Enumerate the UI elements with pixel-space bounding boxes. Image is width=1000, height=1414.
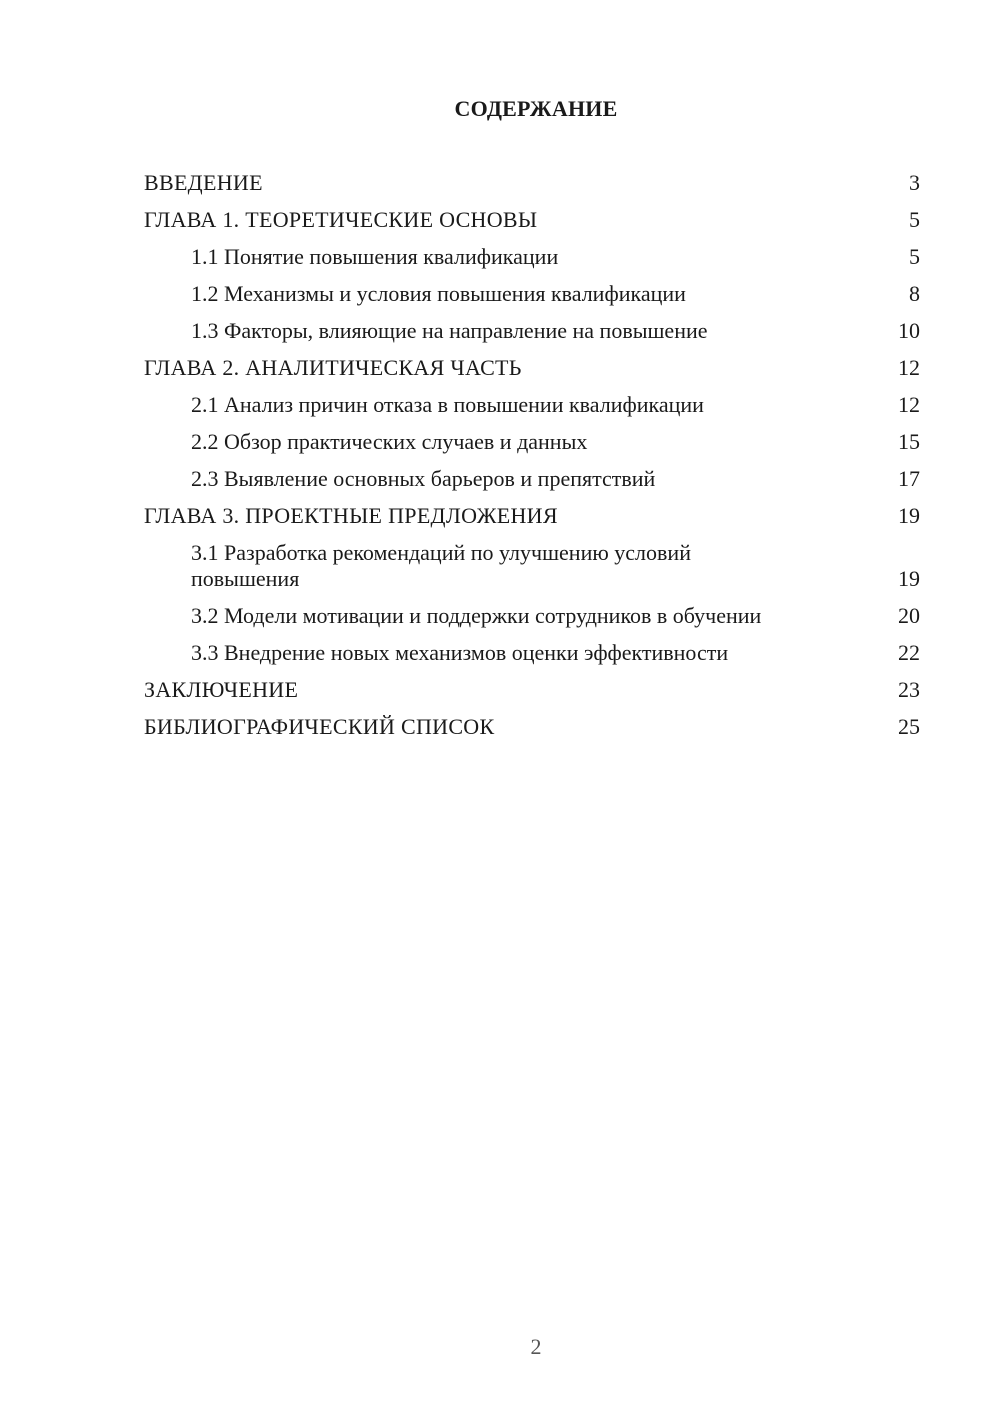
toc-entry-chapter-3 [144, 503, 920, 529]
toc-entry-title: 3.1 Разработка рекомендаций по улучшению условий повышения [191, 540, 691, 591]
toc-entry-title: ГЛАВА 1. ТЕОРЕТИЧЕСКИЕ ОСНОВЫ [144, 207, 538, 232]
toc-entry-title: 2.2 Обзор практических случаев и данных [191, 429, 588, 454]
toc-entry-page: 25 [898, 714, 920, 739]
toc-entry-page: 19 [898, 503, 920, 528]
toc-entry-title: БИБЛИОГРАФИЧЕСКИЙ СПИСОК [144, 714, 495, 739]
toc-entry-title: ГЛАВА 3. ПРОЕКТНЫЕ ПРЕДЛОЖЕНИЯ [144, 503, 558, 528]
toc-entry-title: ЗАКЛЮЧЕНИЕ [144, 677, 299, 702]
toc-entry-page: 8 [909, 281, 920, 306]
toc-entry-section-2-3 [144, 466, 920, 492]
toc-entry-title: ГЛАВА 2. АНАЛИТИЧЕСКАЯ ЧАСТЬ [144, 355, 522, 380]
toc-entry-section-3-3 [144, 640, 920, 666]
toc-entry-page: 17 [898, 466, 920, 491]
toc-entry-title: 1.3 Факторы, влияющие на направление на повышение [191, 318, 708, 343]
toc-entry-page: 5 [909, 207, 920, 232]
toc-heading-text: СОДЕРЖАНИЕ [454, 96, 618, 121]
toc-entry-page: 23 [898, 677, 920, 702]
toc-entry-title: 2.1 Анализ причин отказа в повышении квалификации [191, 392, 704, 417]
toc-entry-page: 5 [909, 244, 920, 269]
toc-entry-title: 1.2 Механизмы и условия повышения квалификации [191, 281, 686, 306]
toc-entry-page: 10 [898, 318, 920, 343]
toc-entry-introduction [144, 170, 920, 196]
toc-entry-title: 1.1 Понятие повышения квалификации [191, 244, 559, 269]
toc-entry-title: 3.3 Внедрение новых механизмов оценки эффективности [191, 640, 729, 665]
toc-entry-page: 15 [898, 429, 920, 454]
toc-entry-chapter-2 [144, 355, 920, 381]
table-of-contents [144, 170, 920, 751]
toc-entry-section-1-1 [144, 244, 920, 270]
toc-entry-title: 2.3 Выявление основных барьеров и препятствий [191, 466, 656, 491]
toc-entry-section-3-1 [144, 540, 920, 592]
toc-entry-conclusion [144, 677, 920, 703]
toc-entry-chapter-1 [144, 207, 920, 233]
toc-entry-bibliography [144, 714, 920, 740]
toc-heading [0, 96, 1000, 122]
toc-entry-page: 12 [898, 355, 920, 380]
toc-entry-page: 3 [909, 170, 920, 195]
toc-entry-section-3-2 [144, 603, 920, 629]
toc-entry-page: 19 [898, 566, 920, 591]
page-number: 2 [530, 1334, 542, 1359]
toc-entry-page: 12 [898, 392, 920, 417]
toc-entry-title: ВВЕДЕНИЕ [144, 170, 263, 195]
toc-entry-section-2-1 [144, 392, 920, 418]
toc-entry-section-1-3 [144, 318, 920, 344]
toc-entry-section-1-2 [144, 281, 920, 307]
toc-entry-page: 20 [898, 603, 920, 628]
toc-entry-section-2-2 [144, 429, 920, 455]
toc-entry-page: 22 [898, 640, 920, 665]
toc-entry-title: 3.2 Модели мотивации и поддержки сотрудников в обучении [191, 603, 762, 628]
